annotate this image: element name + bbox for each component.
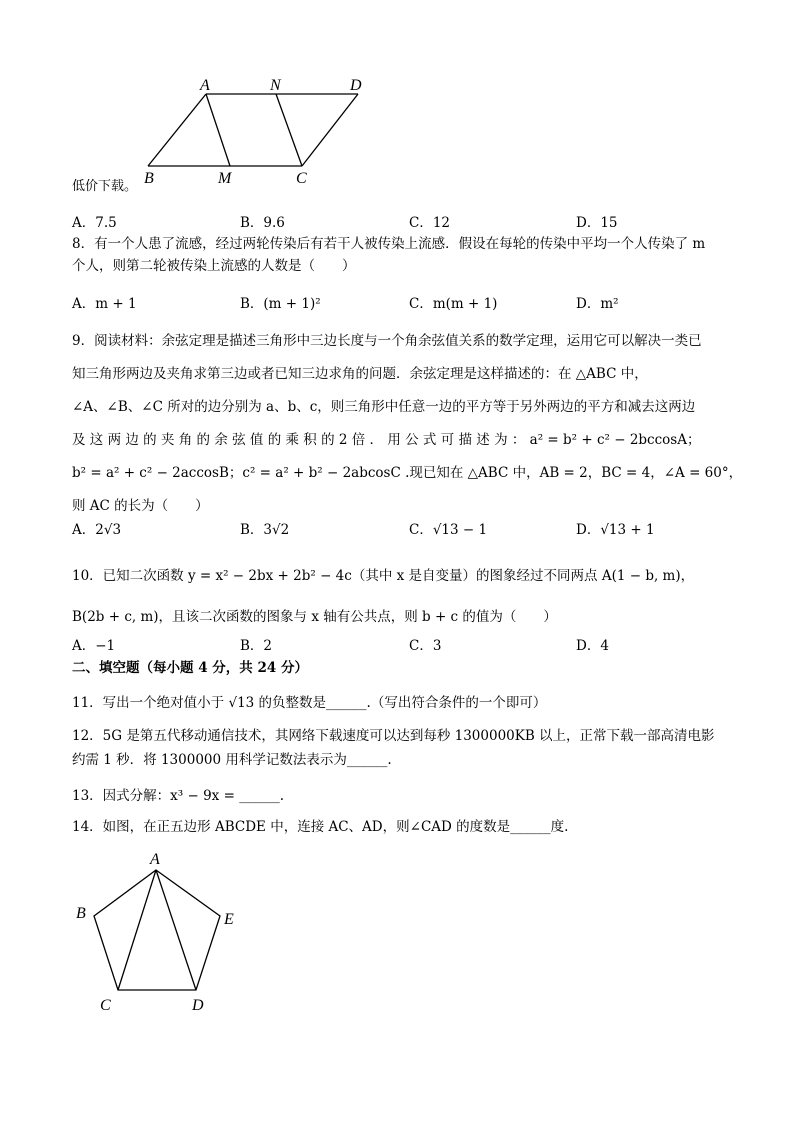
question-11 <box>72 692 724 714</box>
pentagon-label-b: B <box>76 905 86 922</box>
pentagon-label-d: D <box>192 997 204 1014</box>
q10-option-c[interactable]: C．3 <box>409 638 442 654</box>
pentagon-label-e: E <box>224 911 234 928</box>
q9-line-4: 及 这 两 边 的 夹 角 的 余 弦 值 的 乘 积 的 2 倍 ． 用 公 式 可 描 述 为 ： a² = b² + c² − 2bccosA； <box>72 432 701 448</box>
q9-line-1: 9．阅读材料：余弦定理是描述三角形中三边长度与一个角余弦值关系的数学定理，运用它可以解决一类已 <box>72 333 702 349</box>
pentagon-label-c: C <box>100 997 111 1014</box>
q8-option-a[interactable]: A．m + 1 <box>72 296 137 312</box>
section-title: 二、填空题（每小题 4 分，共 24 分） <box>72 660 308 676</box>
vertex-label-b: B <box>144 170 154 187</box>
q9-option-d[interactable]: D．√13 + 1 <box>576 522 655 538</box>
q8-line-2: 个人，则第二轮被传染上流感的人数是（ ） <box>72 258 356 274</box>
q7-option-c[interactable]: C．12 <box>409 215 451 231</box>
q7-option-a[interactable]: A．7.5 <box>72 215 117 231</box>
q11-text: 11．写出一个绝对值小于 √13 的负整数是______.（写出符合条件的一个即可） <box>72 695 547 711</box>
q10-line-1: 10．已知二次函数 y = x² − 2bx + 2b² − 4c（其中 x 是自变量）的图象经过不同两点 A(1 − b, m)， <box>72 568 695 584</box>
q10-option-d[interactable]: D．4 <box>576 638 609 654</box>
q7-option-b[interactable]: B．9.6 <box>240 215 285 231</box>
q7-option-d[interactable]: D．15 <box>576 215 618 231</box>
parallelogram-figure <box>130 74 380 189</box>
q8-option-d[interactable]: D．m² <box>576 296 619 312</box>
q14-text: 14．如图，在正五边形 ABCDE 中，连接 AC、AD，则∠CAD 的度数是______度. <box>72 819 569 835</box>
question-10 <box>72 556 724 638</box>
q10-option-b[interactable]: B．2 <box>240 638 273 654</box>
pentagon-figure <box>70 844 250 1019</box>
watermark-text: 低价下载。 <box>72 179 138 194</box>
vertex-label-d: D <box>350 77 362 94</box>
q9-line-5: b² = a² + c² − 2accosB；c² = a² + b² − 2abcosC .现已知在 △ABC 中，AB = 2，BC = 4，∠A = 60°， <box>72 465 743 481</box>
q12-line-2: 约需 1 秒．将 1300000 用科学记数法表示为______. <box>72 752 392 768</box>
question-14 <box>72 816 724 838</box>
q9-option-b[interactable]: B．3√2 <box>240 522 290 538</box>
q13-text: 13．因式分解：x³ − 9x = ______. <box>72 788 284 804</box>
q12-line-1: 12．5G 是第五代移动通信技术，其网络下载速度可以达到每秒 1300000KB 以上，正常下载一部高清电影 <box>72 728 715 744</box>
question-9 <box>72 325 743 523</box>
q8-line-1: 8．有一个人患了流感，经过两轮传染后有若干人被传染上流感．假设在每轮的传染中平均一个人传染了 m <box>72 236 706 252</box>
q9-option-c[interactable]: C．√13 − 1 <box>409 522 488 538</box>
pentagon-label-a: A <box>150 851 160 868</box>
q9-line-3: ∠A、∠B、∠C 所对的边分别为 a、b、c，则三角形中任意一边的平方等于另外两边的平方和减去这两边 <box>72 399 696 415</box>
q10-option-a[interactable]: A．−1 <box>72 638 116 654</box>
q8-option-b[interactable]: B．(m + 1)² <box>240 296 321 312</box>
vertex-label-n: N <box>270 77 281 94</box>
vertex-label-m: M <box>218 170 232 187</box>
q9-option-a[interactable]: A．2√3 <box>72 522 122 538</box>
question-13 <box>72 785 724 807</box>
q10-line-2: B(2b + c, m)，且该二次函数的图象与 x 轴有公共点，则 b + c 的值为（ ） <box>72 609 557 625</box>
vertex-label-c: C <box>296 170 307 187</box>
q8-option-c[interactable]: C．m(m + 1) <box>409 296 498 312</box>
question-8 <box>72 233 724 277</box>
vertex-label-a: A <box>200 77 210 94</box>
q9-line-2: 知三角形两边及夹角求第三边或者已知三边求角的问题．余弦定理是这样描述的：在 △ABC 中， <box>72 366 648 382</box>
question-12 <box>72 724 724 772</box>
q9-line-6: 则 AC 的长为（ ） <box>72 498 209 514</box>
